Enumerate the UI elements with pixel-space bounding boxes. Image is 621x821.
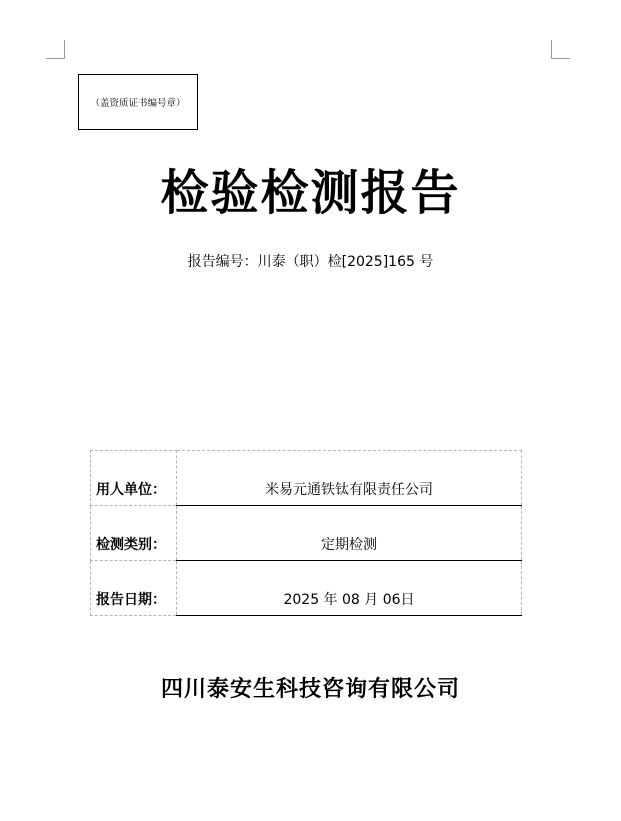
report-number: 报告编号：川泰（职）检[2025]165 号 <box>187 254 434 270</box>
stamp-placeholder-text: （盖资质证书编号章） <box>90 98 186 109</box>
crop-mark-top-right <box>551 40 570 59</box>
info-row-employer <box>91 451 522 506</box>
test-type-value: 定期检测 <box>177 506 522 561</box>
crop-mark-top-left <box>46 40 65 59</box>
report-date-label: 报告日期： <box>91 561 177 616</box>
test-type-label: 检测类别： <box>91 506 177 561</box>
info-row-report-date <box>91 561 522 616</box>
report-info-table <box>90 450 522 616</box>
employer-value: 米易元通铁钛有限责任公司 <box>177 451 522 506</box>
employer-label: 用人单位： <box>91 451 177 506</box>
info-row-test-type <box>91 506 522 561</box>
company-name: 四川泰安生科技咨询有限公司 <box>160 676 460 702</box>
report-date-value: 2025 年 08 月 06日 <box>177 561 522 616</box>
report-title: 检验检测报告 <box>160 165 461 221</box>
stamp-placeholder-box <box>78 74 198 130</box>
